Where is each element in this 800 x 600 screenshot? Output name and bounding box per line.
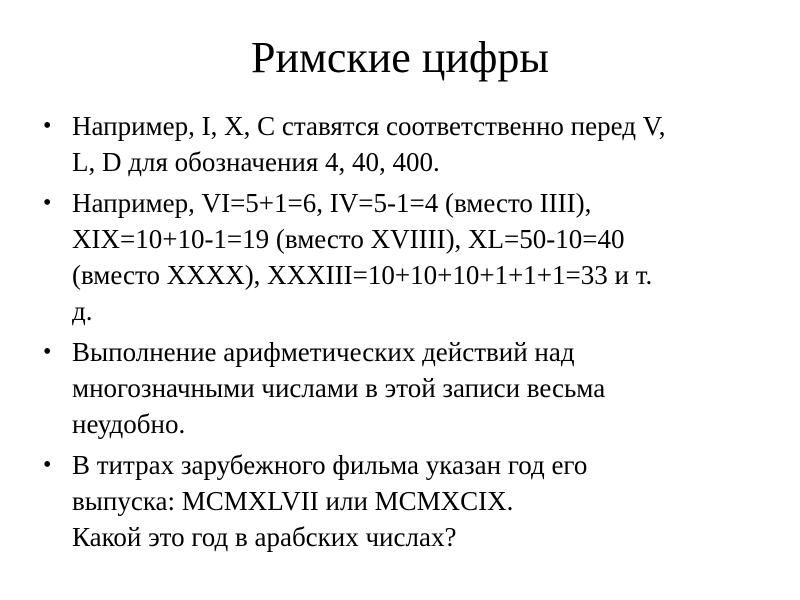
bullet-text (72, 185, 780, 329)
bullet-line: Например, VI=5+1=6, IV=5-1=4 (вместо IIII), (72, 188, 592, 218)
bullet-line: неудобно. (72, 409, 186, 439)
bullet-line: В титрах зарубежного фильма указан год его (72, 450, 588, 480)
bullet-line: многозначными числами в этой записи весьма (72, 373, 606, 403)
bullet-line: Выполнение арифметических действий над (72, 337, 575, 367)
bullet-item (40, 447, 780, 555)
bullet-line: выпуска: MCMXLVII или MCMXCIX. (72, 486, 514, 516)
bullet-dot-icon: • (43, 452, 52, 478)
bullet-item (40, 334, 780, 442)
bullet-line: Например, I, X, C ставятся соответственно перед V, (72, 111, 666, 141)
slide-title: Римские цифры (250, 33, 549, 82)
bullet-dot-icon: • (43, 339, 52, 365)
bullet-line: (вместо XXXX), XXXIII=10+10+10+1+1+1=33 и т. (72, 260, 653, 290)
bullet-line: XIX=10+10-1=19 (вместо XVIIII), XL=50-10=40 (72, 224, 625, 254)
bullet-text (72, 108, 780, 180)
bullet-item (40, 185, 780, 329)
bullet-dot-icon: • (43, 113, 52, 139)
bullet-dot-icon: • (43, 190, 52, 216)
bullet-list (40, 108, 780, 560)
bullet-line: Какой это год в арабских числах? (72, 522, 457, 552)
bullet-text (72, 334, 780, 442)
bullet-text (72, 447, 780, 555)
bullet-item (40, 108, 780, 180)
bullet-line: д. (72, 296, 93, 326)
bullet-line: L, D для обозначения 4, 40, 400. (72, 147, 440, 177)
